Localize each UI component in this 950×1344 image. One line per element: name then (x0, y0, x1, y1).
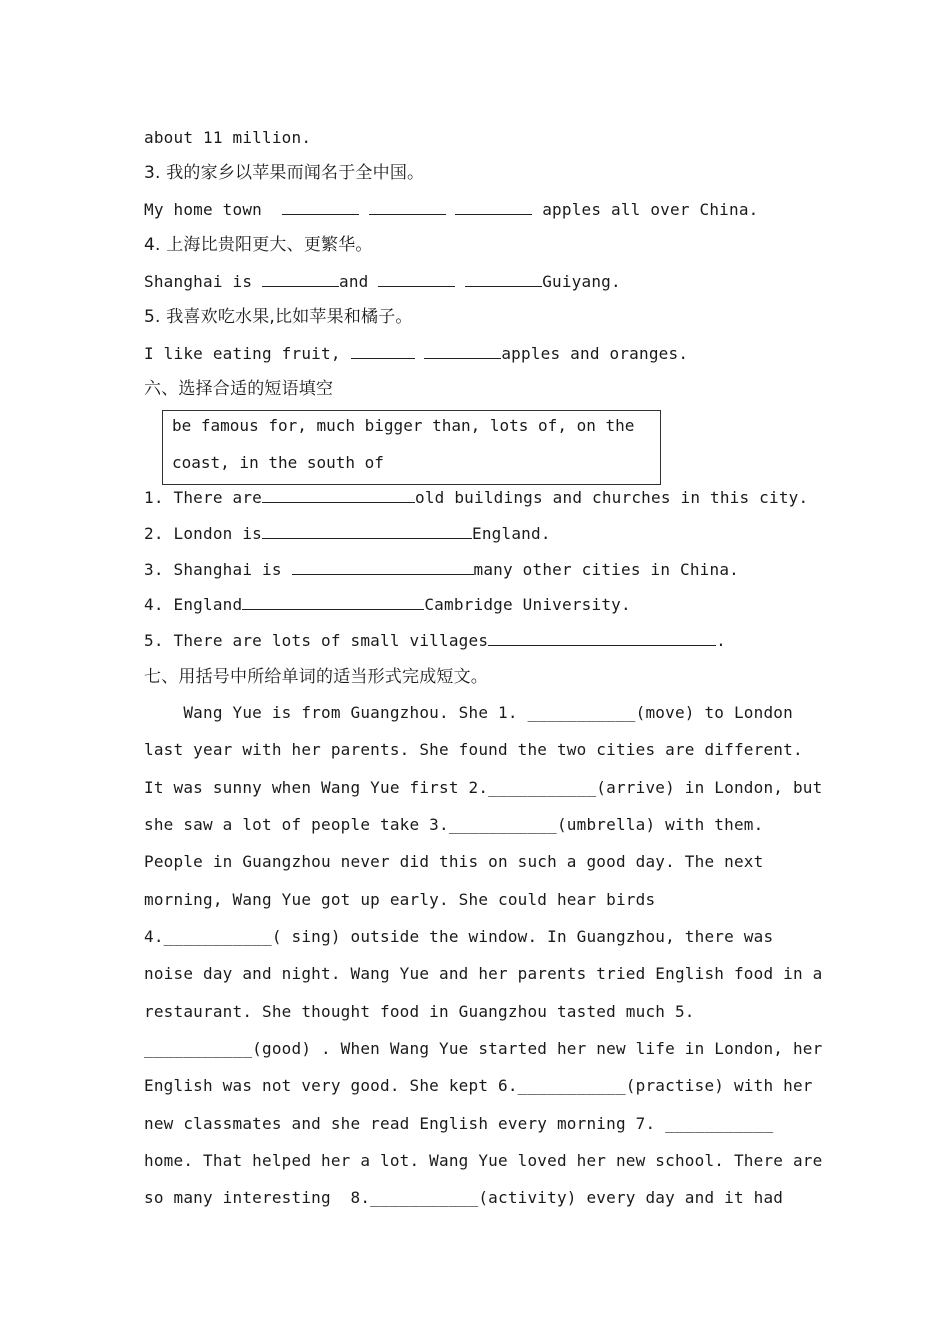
section-6-heading: 六、选择合适的短语填空 (144, 379, 334, 399)
sentence-text: and (339, 272, 379, 291)
answer-blank[interactable] (262, 487, 415, 503)
fill-item-5 (144, 630, 726, 652)
passage-line: noise day and night. Wang Yue and her parents tried English food in a (144, 964, 823, 983)
answer-blank[interactable] (262, 271, 339, 287)
translation-3-chinese: 3. 我的家乡以苹果而闻名于全中国。 (144, 163, 425, 183)
sentence-text: 1. There are (144, 488, 262, 507)
sentence-text: old buildings and churches in this city. (415, 488, 809, 507)
translation-3-english (144, 199, 759, 221)
passage-line: new classmates and she read English every morning 7. ___________ (144, 1114, 774, 1133)
answer-blank[interactable] (455, 199, 532, 215)
fill-item-4 (144, 594, 631, 616)
sentence-text: Shanghai is (144, 272, 262, 291)
answer-blank[interactable] (378, 271, 455, 287)
sentence-text: Cambridge University. (424, 595, 631, 614)
translation-5-english (144, 343, 688, 365)
sentence-text: I like eating fruit, (144, 344, 351, 363)
answer-blank[interactable] (282, 199, 359, 215)
fill-item-3 (144, 559, 739, 581)
section-7-heading: 七、用括号中所给单词的适当形式完成短文。 (144, 667, 488, 687)
fill-item-1 (144, 487, 808, 509)
passage-line: 4.___________( sing) outside the window. In Guangzhou, there was (144, 927, 774, 946)
sentence-text: Guiyang. (542, 272, 621, 291)
answer-blank[interactable] (242, 594, 424, 610)
sentence-text: My home town (144, 200, 272, 219)
passage-line: she saw a lot of people take 3.___________(umbrella) with them. (144, 815, 764, 834)
sentence-text: apples all over China. (532, 200, 759, 219)
translation-4-chinese: 4. 上海比贵阳更大、更繁华。 (144, 235, 373, 255)
sentence-text: 2. London is (144, 524, 262, 543)
passage-line: English was not very good. She kept 6.___________(practise) with her (144, 1076, 813, 1095)
answer-blank[interactable] (424, 343, 501, 359)
sentence-text: 5. There are lots of small villages (144, 631, 489, 650)
passage-line: so many interesting 8.___________(activity) every day and it had (144, 1188, 784, 1207)
answer-blank[interactable] (351, 343, 415, 359)
answer-blank[interactable] (465, 271, 542, 287)
sentence-text: 3. Shanghai is (144, 560, 292, 579)
passage-line: Wang Yue is from Guangzhou. She 1. ___________(move) to London (144, 703, 793, 722)
answer-blank[interactable] (292, 559, 474, 575)
answer-blank[interactable] (488, 630, 716, 646)
passage-line: morning, Wang Yue got up early. She could hear birds (144, 890, 656, 909)
sentence-text: many other cities in China. (473, 560, 739, 579)
passage-line: People in Guangzhou never did this on such a good day. The next (144, 852, 764, 871)
phrase-box-line: coast, in the south of (172, 453, 384, 472)
sentence-text: . (716, 631, 726, 650)
passage-line: home. That helped her a lot. Wang Yue loved her new school. There are (144, 1151, 823, 1170)
translation-5-chinese: 5. 我喜欢吃水果,比如苹果和橘子。 (144, 307, 413, 327)
passage-line: It was sunny when Wang Yue first 2.___________(arrive) in London, but (144, 778, 823, 797)
passage-line: restaurant. She thought food in Guangzhou tasted much 5. (144, 1002, 695, 1021)
answer-blank[interactable] (262, 523, 472, 539)
fill-item-2 (144, 523, 551, 545)
answer-blank[interactable] (369, 199, 446, 215)
phrase-box-line: be famous for, much bigger than, lots of, on the (172, 416, 635, 435)
passage-line: last year with her parents. She found the two cities are different. (144, 740, 803, 759)
sentence-text: 4. England (144, 595, 243, 614)
phrase-box (162, 410, 661, 485)
sentence-text: apples and oranges. (501, 344, 689, 363)
translation-4-english (144, 271, 621, 293)
top-fragment: about 11 million. (144, 128, 312, 147)
passage-line: ___________(good) . When Wang Yue started her new life in London, her (144, 1039, 823, 1058)
sentence-text: England. (472, 524, 551, 543)
